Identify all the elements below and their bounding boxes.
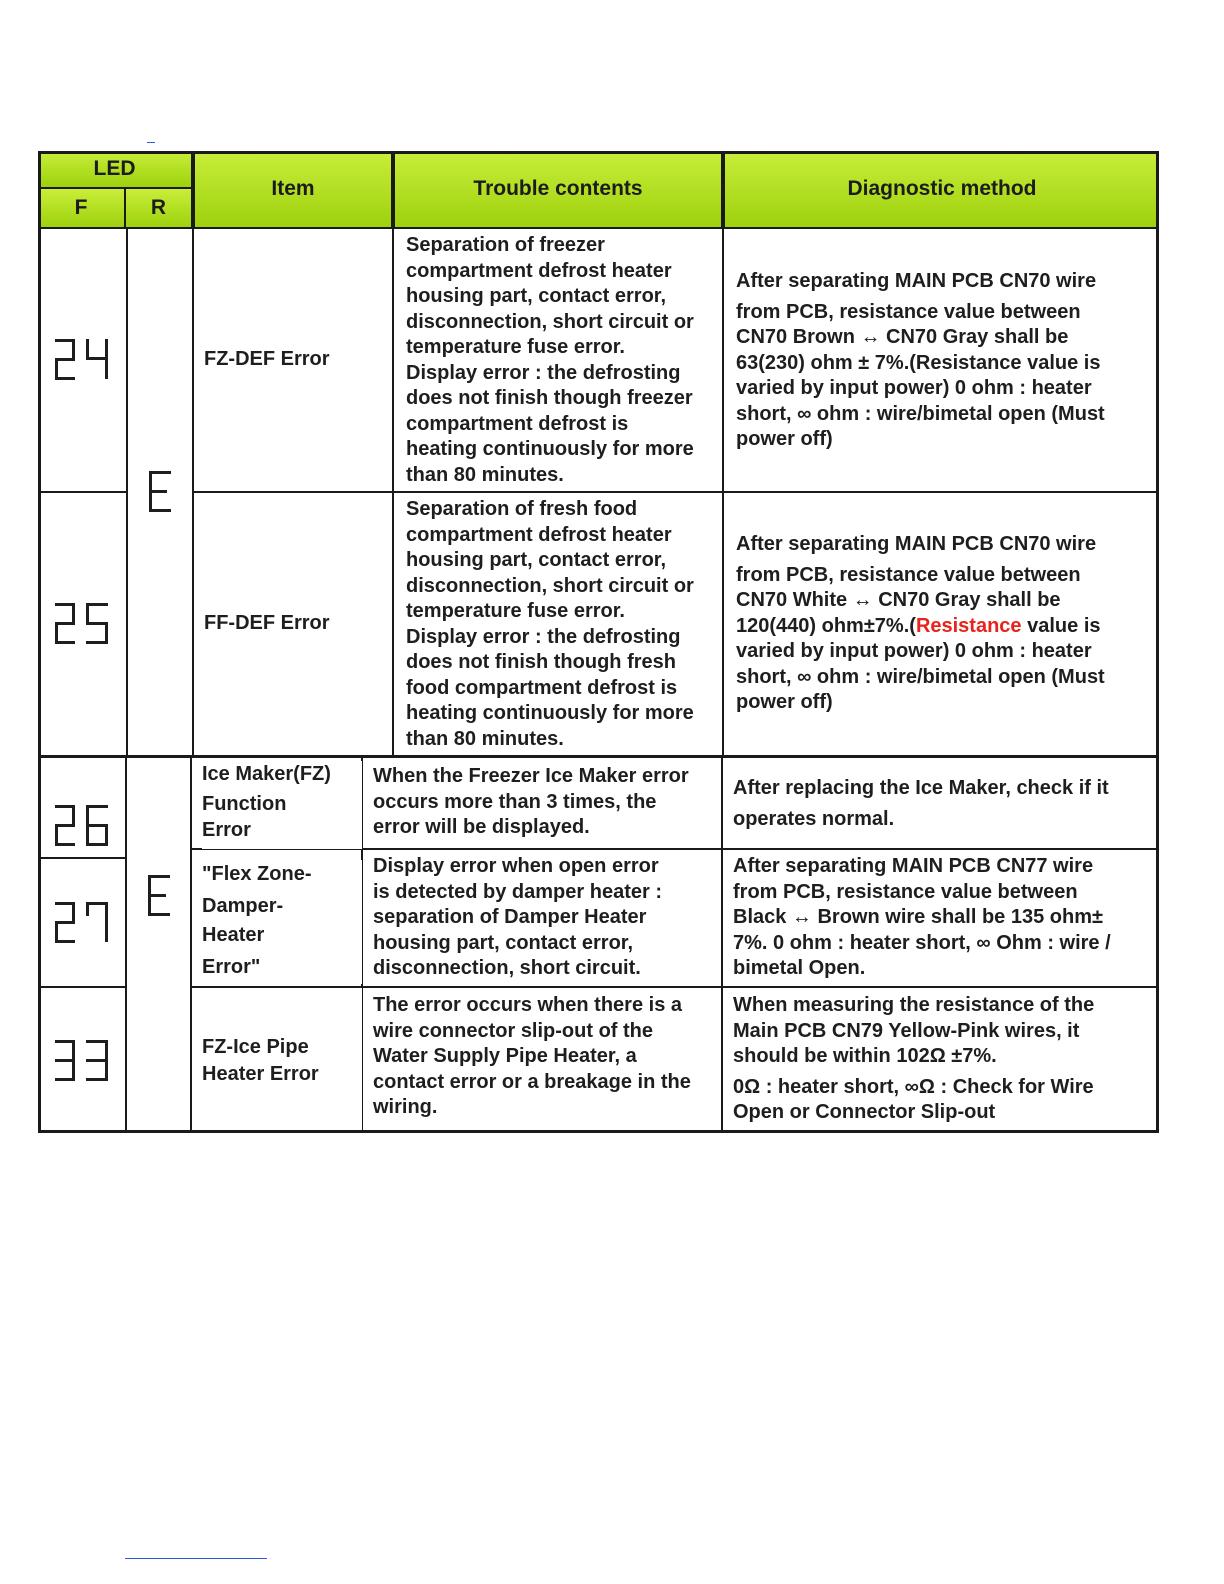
trouble-25: Separation of fresh food compartment defrost heater housing part, contact error, disconnection, short circuit or temperature fuse error. Display error : the defrosting does not finish though fresh food compartment defrost is heating continuously for more than 80 minutes. bbox=[396, 497, 722, 753]
item-27: "Flex Zone- Damper- Heater Error" bbox=[202, 860, 362, 984]
header-trouble: Trouble contents bbox=[393, 151, 723, 227]
divider bbox=[38, 755, 1159, 758]
trouble-26: When the Freezer Ice Maker error occurs more than 3 times, the error will be displayed. bbox=[373, 764, 721, 848]
trouble-27: Display error when open error is detected by damper heater : separation of Damper Heater housing part, contact error, disconnection, short circuit. bbox=[373, 854, 721, 984]
seven-segment-27 bbox=[52, 902, 112, 944]
diagnostic-27: After separating MAIN PCB CN77 wire from PCB, resistance value between Black ↔ Brown wire shall be 135 ohm± 7%. 0 ohm : heater short, ∞ Ohm : wire / bimetal Open. bbox=[733, 854, 1157, 984]
header-led: LED bbox=[38, 151, 193, 189]
led-f-code-25 bbox=[38, 493, 126, 755]
led-r-code-e-1 bbox=[128, 229, 192, 755]
footer-link-line bbox=[125, 1558, 267, 1559]
divider bbox=[190, 758, 192, 1133]
divider bbox=[721, 758, 723, 1133]
header-f: F bbox=[38, 189, 126, 227]
seven-segment-e bbox=[147, 471, 173, 513]
diagnostic-24: After separating MAIN PCB CN70 wire from PCB, resistance value between CN70 Brown ↔ CN70 Gray shall be 63(230) ohm ± 7%.(Resistance value is varied by input power) 0 ohm : heater short, ∞ ohm : wire/bimetal open (Must power off) bbox=[726, 269, 1156, 469]
diagnostic-25: After separating MAIN PCB CN70 wire from PCB, resistance value between CN70 White ↔ CN70 Gray shall be 120(440) ohm±7%.(Resistance value is varied by input power) 0 ohm : heater short, ∞ ohm : wire/bimetal open (Must power off) bbox=[726, 532, 1156, 732]
diagnostic-33: When measuring the resistance of the Main PCB CN79 Yellow-Pink wires, it should be within 102Ω ±7%. 0Ω : heater short, ∞Ω : Check for Wire Open or Connector Slip-out bbox=[733, 993, 1157, 1129]
error-code-table bbox=[38, 151, 1159, 1133]
highlight-resistance: Resistance bbox=[915, 614, 1022, 637]
led-f-code-24 bbox=[38, 229, 126, 491]
item-25: FF-DEF Error bbox=[194, 493, 392, 755]
seven-segment-26 bbox=[52, 805, 112, 847]
led-r-code-e-2 bbox=[127, 758, 190, 1133]
diagnostic-26: After replacing the Ice Maker, check if it operates normal. bbox=[733, 773, 1157, 847]
header-r: R bbox=[126, 189, 193, 227]
item-33: FZ-Ice Pipe Heater Error bbox=[202, 988, 362, 1133]
header-diagnostic: Diagnostic method bbox=[723, 151, 1159, 227]
header-item: Item bbox=[193, 151, 393, 227]
seven-segment-e bbox=[146, 875, 172, 917]
seven-segment-24 bbox=[52, 339, 112, 381]
item-26: Ice Maker(FZ) Function Error bbox=[202, 761, 362, 849]
led-f-code-33 bbox=[38, 988, 125, 1133]
top-link-mark bbox=[147, 142, 155, 143]
seven-segment-33 bbox=[52, 1040, 112, 1082]
seven-segment-25 bbox=[52, 603, 112, 645]
trouble-24: Separation of freezer compartment defrost heater housing part, contact error, disconnection, short circuit or temperature fuse error. Display error : the defrosting does not finish though freezer compartment defrost is heating continuously for more than 80 minutes. bbox=[396, 233, 722, 489]
led-f-code-27 bbox=[38, 859, 125, 986]
led-f-code-26 bbox=[38, 758, 125, 857]
item-24: FZ-DEF Error bbox=[194, 229, 392, 491]
trouble-33: The error occurs when there is a wire connector slip-out of the Water Supply Pipe Heater, a contact error or a breakage in the wiring. bbox=[373, 993, 721, 1129]
